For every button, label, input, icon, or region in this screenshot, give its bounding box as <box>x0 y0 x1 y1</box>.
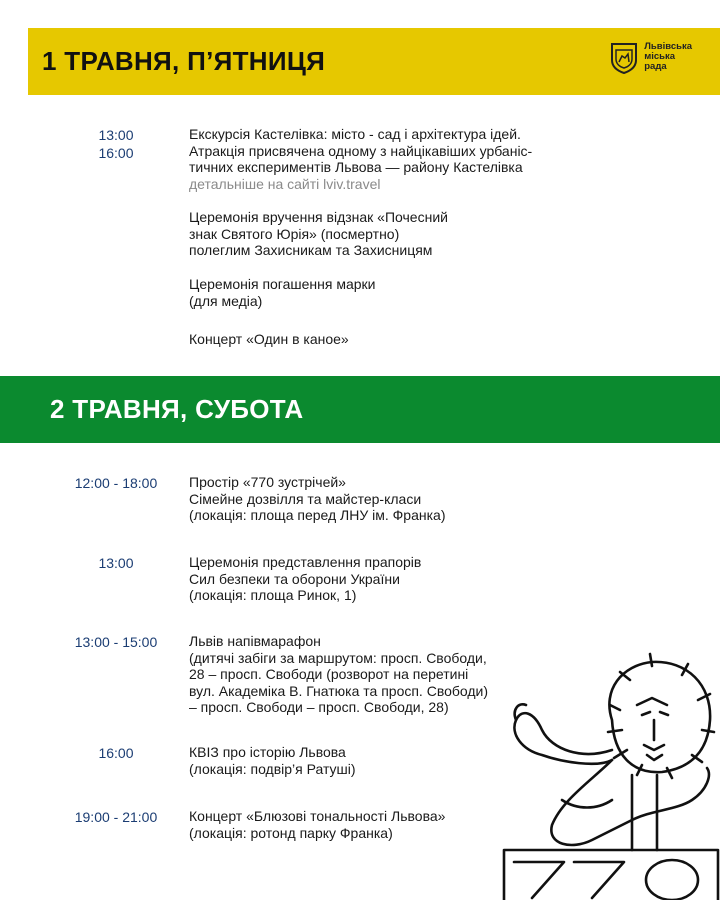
event-location: (локація: ротонд парку Франка) <box>189 824 393 841</box>
day2-event1 <box>189 474 445 524</box>
event-line: Сімейне дозвілля та майстер-класи <box>189 490 422 507</box>
day2-event1-time: 12:00 - 18:00 <box>74 475 158 491</box>
day2-event4-time: 16:00 <box>98 745 134 761</box>
event-line: (для медіа) <box>189 292 263 309</box>
day1-title: 1 ТРАВНЯ, П’ЯТНИЦЯ <box>42 46 326 76</box>
details-link[interactable]: детальніше на сайті lviv.travel <box>189 175 381 192</box>
day2-event3-time: 13:00 - 15:00 <box>74 634 158 650</box>
event-line: – просп. Свободи – просп. Свободи, 28) <box>189 699 449 715</box>
day2-event5 <box>189 808 445 841</box>
day2-event4 <box>189 744 356 777</box>
event-line: Сил безпеки та оборони України <box>189 570 400 587</box>
day2-event2-time: 13:00 <box>98 555 134 571</box>
city-council-logo <box>610 42 692 74</box>
day2-event5-time: 19:00 - 21:00 <box>74 809 158 825</box>
event-location: (локація: подвір’я Ратуші) <box>189 760 356 777</box>
event-line: Концерт «Один в каное» <box>189 331 349 347</box>
day2-event2 <box>189 554 421 604</box>
day2-header <box>0 376 720 443</box>
day1-header <box>28 28 720 95</box>
event-line: Екскурсія Кастелівка: місто - сад і архітектура ідей. <box>189 126 521 142</box>
logo-line-3: рада <box>644 61 667 72</box>
event-line: знак Святого Юрія» (посмертно) <box>189 225 400 242</box>
event-line: тичних експериментів Львова — району Кастелівка <box>189 159 523 175</box>
illustration-number: 770 <box>502 637 529 654</box>
logo-line-2: міська <box>644 51 676 62</box>
event-line: Простір «770 зустрічей» <box>189 474 346 490</box>
day2-event3 <box>189 633 488 716</box>
event-line: Церемонія погашення марки <box>189 276 376 292</box>
lion-shield-icon <box>610 42 638 74</box>
event-line: Церемонія представлення прапорів <box>189 554 422 570</box>
event-location: (локація: площа Ринок, 1) <box>189 587 357 603</box>
event-location: (локація: площа перед ЛНУ ім. Франка) <box>189 507 446 523</box>
day1-event2 <box>189 209 448 259</box>
event-line: Церемонія вручення відзнак «Почесний <box>189 209 448 225</box>
logo-line-1: Львівська <box>644 41 692 52</box>
event-line: вул. Академіка В. Гнатюка та просп. Свободи) <box>189 682 489 699</box>
day1-event1 <box>189 126 532 192</box>
day1-event3 <box>189 276 375 309</box>
event-line: полеглим Захисникам та Захисницям <box>189 242 433 258</box>
event-line: (дитячі забіги за маршрутом: просп. Свободи, <box>189 649 487 666</box>
time-start: 13:00 <box>98 127 134 143</box>
day1-event1-time <box>86 126 146 162</box>
day1-event4 <box>189 331 349 348</box>
event-line: Атракція присвячена одному з найцікавіших урбаніс- <box>189 142 533 159</box>
time-end: 16:00 <box>98 145 134 161</box>
day2-title: 2 ТРАВНЯ, СУБОТА <box>50 394 304 424</box>
event-line: Концерт «Блюзові тональності Львова» <box>189 808 446 824</box>
event-line: КВІЗ про історію Львова <box>189 744 346 760</box>
event-line: Львів напівмарафон <box>189 633 321 649</box>
event-line: 28 – просп. Свободи (розворот на перетині <box>189 666 469 682</box>
lion-770-illustration <box>502 637 720 900</box>
